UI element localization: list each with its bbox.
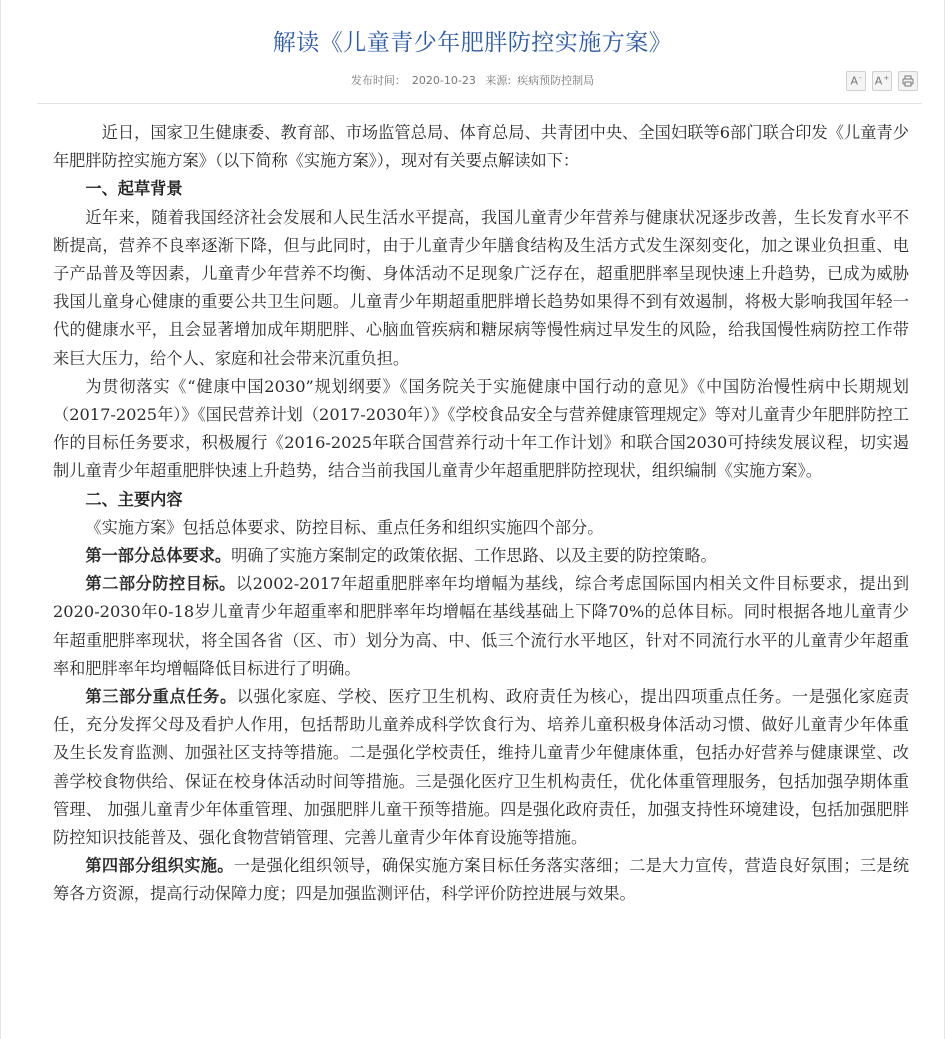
background-paragraph-2: 为贯彻落实《“健康中国2030”规划纲要》《国务院关于实施健康中国行动的意见》《中国防治慢性病中长期规划（2017-2025年）》《国民营养计划（2017-2030年）》《学校食品安全与营养健康管理规定》等对儿童青少年肥胖防控工作的目标任务要求，积极履行《2016-2025年联合国营养行动十年工作计划》和联合国2030可持续发展议程，切实遏制儿童青少年超重肥胖快速上升趋势，结合当前我国儿童青少年超重肥胖防控现状，组织编制《实施方案》。 xyxy=(53,376,909,481)
part-four-lead: 第四部分组织实施。 xyxy=(85,856,234,876)
publish-date: 2020-10-23 xyxy=(411,74,476,87)
part-one-text: 明确了实施方案制定的政策依据、工作思路、以及主要的防控策略。 xyxy=(231,546,717,566)
article-tools xyxy=(846,71,918,91)
part-one-paragraph xyxy=(53,542,909,570)
article-body xyxy=(53,119,909,909)
content-overview-paragraph: 《实施方案》包括总体要求、防控目标、重点任务和组织实施四个部分。 xyxy=(85,517,604,537)
part-two-lead: 第二部分防控目标。 xyxy=(85,574,236,594)
intro-paragraph: 近日，国家卫生健康委、教育部、市场监管总局、体育总局、共青团中央、全国妇联等6部门联合印发《儿童青少年肥胖防控实施方案》（以下简称《实施方案》），现对有关要点解读如下： xyxy=(53,123,909,171)
background-paragraph-1: 近年来，随着我国经济社会发展和人民生活水平提高，我国儿童青少年营养与健康状况逐步改善，生长发育水平不断提高，营养不良率逐渐下降，但与此同时，由于儿童青少年膳食结构及生活方式发生深刻变化，加之课业负担重、电子产品普及等因素，儿童青少年营养不均衡、身体活动不足现象广泛存在，超重肥胖率呈现快速上升趋势，已成为威胁我国儿童身心健康的重要公共卫生问题。儿童青少年期超重肥胖增长趋势如果得不到有效遏制，将极大影响我国年轻一代的健康水平，且会显著增加成年期肥胖、心脑血管疾病和糖尿病等慢性病过早发生的风险，给我国慢性病防控工作带来巨大压力，给个人、家庭和社会带来沉重负担。 xyxy=(53,207,909,368)
part-two-paragraph xyxy=(53,570,909,683)
part-one-lead: 第一部分总体要求。 xyxy=(85,546,232,566)
publish-date-label: 发布时间： xyxy=(350,74,406,87)
font-decrease-button[interactable] xyxy=(846,71,866,91)
section-heading-background: 一、起草背景 xyxy=(85,179,183,199)
font-decrease-icon: A- xyxy=(850,74,862,88)
section-heading-content: 二、主要内容 xyxy=(85,489,183,509)
source-name: 疾病预防控制局 xyxy=(517,74,595,87)
print-icon xyxy=(902,75,914,87)
part-two-text: 以2002-2017年超重肥胖率年均增幅为基线，综合考虑国际国内相关文件目标要求，提出到2020-2030年0-18岁儿童青少年超重率和肥胖率年均增幅在基线基础上下降70%的总体目标。同时根据各地儿童青少年超重肥胖率现状，将全国各省（区、市）划分为高、中、低三个流行水平地区，针对不同流行水平的儿童青少年超重率和肥胖率年均增幅降低目标进行了明确。 xyxy=(53,574,910,678)
part-three-lead: 第三部分重点任务。 xyxy=(85,687,237,707)
part-three-text: 以强化家庭、学校、医疗卫生机构、政府责任为核心，提出四项重点任务。一是强化家庭责任，充分发挥父母及看护人作用，包括帮助儿童养成科学饮食行为、培养儿童积极身体活动习惯、做好儿童青少年体重及生长发育监测、加强社区支持等措施。二是强化学校责任，维持儿童青少年健康体重，包括办好营养与健康课堂、改善学校食物供给、保证在校身体活动时间等措施。三是强化医疗卫生机构责任，优化体重管理服务，包括加强孕期体重管理、 加强儿童青少年体重管理、加强肥胖儿童干预等措施。四是强化政府责任，加强支持性环境建设，包括加强肥胖防控知识技能普及、强化食物营销管理、完善儿童青少年体育设施等措施。 xyxy=(53,687,910,848)
font-increase-button[interactable] xyxy=(872,71,892,91)
part-four-text: 一是强化组织领导，确保实施方案目标任务落实落细；二是大力宣传，营造良好氛围；三是统筹各方资源，提高行动保障力度；四是加强监测评估，科学评价防控进展与效果。 xyxy=(53,856,910,904)
article-title: 解读《儿童青少年肥胖防控实施方案》 xyxy=(272,30,673,56)
article-meta xyxy=(1,72,944,88)
header-divider xyxy=(37,103,922,104)
source-label: 来源: xyxy=(485,74,512,87)
part-four-paragraph xyxy=(53,852,909,908)
print-button[interactable] xyxy=(898,71,918,91)
part-three-paragraph xyxy=(53,683,909,852)
font-increase-icon: A+ xyxy=(874,74,890,88)
